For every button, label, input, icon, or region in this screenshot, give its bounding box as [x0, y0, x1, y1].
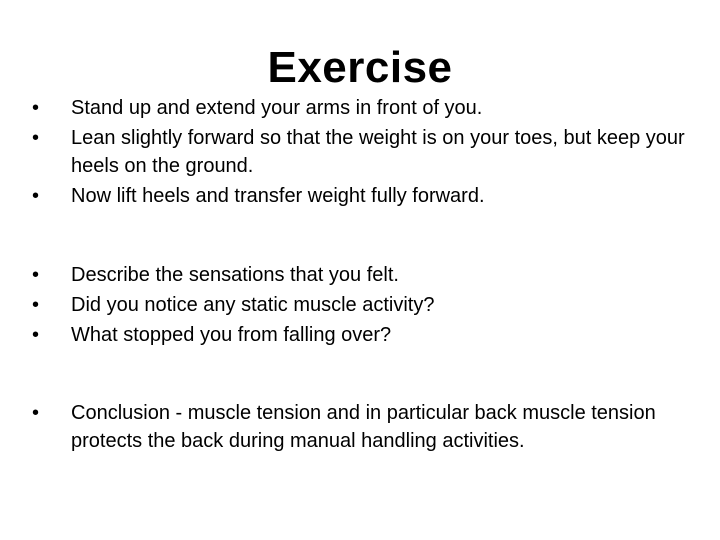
bullet-item: [32, 182, 692, 210]
bullet-text: Describe the sensations that you felt.: [71, 264, 399, 286]
bullet-list-conclusion: [32, 399, 692, 457]
bullet-icon: •: [32, 294, 40, 316]
bullet-text: Stand up and extend your arms in front of you.: [71, 97, 483, 119]
bullet-icon: •: [32, 402, 40, 424]
bullet-text: Conclusion - muscle tension and in particular back muscle tension protects the back during manual handling activities.: [71, 402, 656, 452]
bullet-item: [32, 321, 692, 349]
bullet-text: Did you notice any static muscle activity?: [71, 294, 435, 316]
bullet-icon: •: [32, 185, 40, 207]
bullet-text: Now lift heels and transfer weight fully forward.: [71, 185, 485, 207]
bullet-item: [32, 94, 692, 122]
bullet-icon: •: [32, 264, 40, 286]
bullet-item: [32, 291, 692, 319]
bullet-list-questions: [32, 261, 692, 351]
bullet-icon: •: [32, 324, 40, 346]
bullet-list-instructions: [32, 94, 692, 212]
bullet-text: Lean slightly forward so that the weight is on your toes, but keep your heels on the ground.: [71, 127, 685, 177]
bullet-icon: •: [32, 97, 40, 119]
bullet-item: [32, 399, 692, 455]
slide-title: Exercise: [267, 43, 453, 92]
bullet-icon: •: [32, 127, 40, 149]
bullet-item: [32, 124, 692, 180]
bullet-text: What stopped you from falling over?: [71, 324, 392, 346]
bullet-item: [32, 261, 692, 289]
